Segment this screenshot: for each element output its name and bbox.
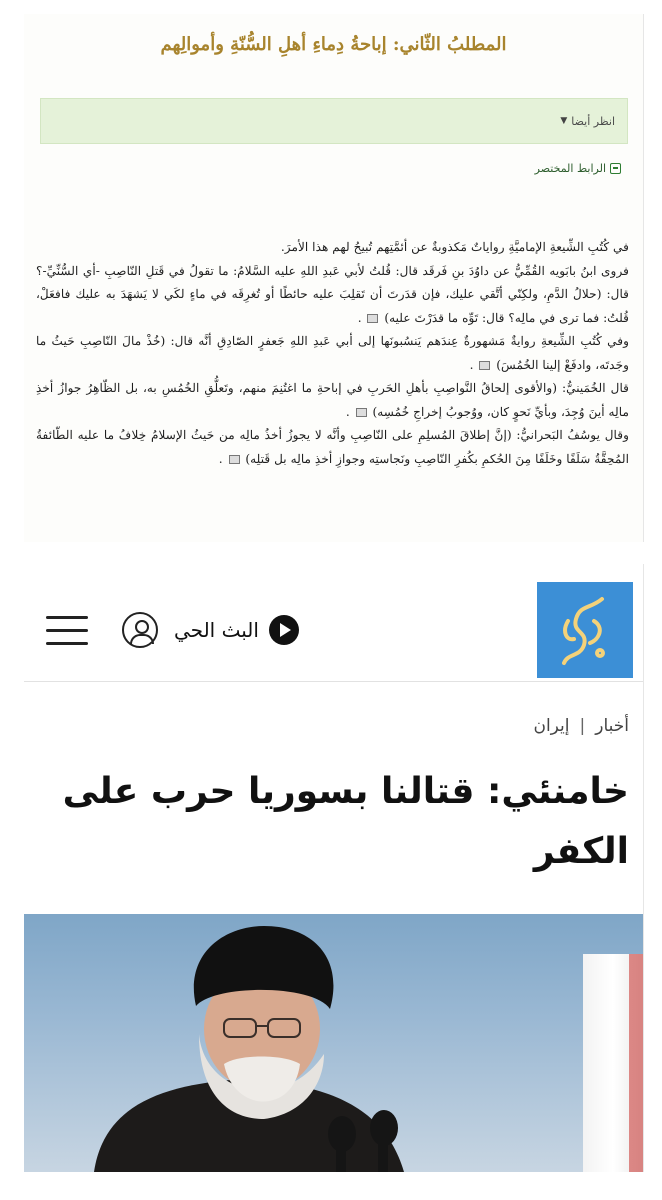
article-photo bbox=[24, 914, 643, 1172]
flag bbox=[583, 954, 643, 1172]
play-icon bbox=[269, 615, 299, 645]
short-link[interactable] bbox=[535, 162, 621, 175]
paragraph: وقال يوسُفُ البَحرانيُّ: (إنَّ إطلاقَ المُسلِمِ على النّاصِبِ وأنَّه لا يجوزُ أخذُ مالِه من حَيثُ الإسلامُ خِلافُ ما عليه الطّائفةُ المُحِقَّةُ سَلَفًا وخَلَفًا مِنَ الحُكمِ بكُفرِ النّاصِبِ ونَجاستِه وجوازِ أخذِ مالِه بل قَتلِه) . bbox=[36, 428, 629, 466]
site-header bbox=[24, 564, 643, 682]
article-heading: المطلبُ الثّاني: إباحةُ دِماءِ أهلِ السُّنّةِ وأموالِهم bbox=[160, 34, 507, 55]
source-icon[interactable] bbox=[356, 408, 367, 417]
breadcrumb-iran[interactable]: إيران bbox=[533, 716, 570, 736]
article-screenshot bbox=[24, 14, 644, 542]
source-icon[interactable] bbox=[367, 314, 378, 323]
hamburger-menu-icon[interactable] bbox=[46, 616, 88, 646]
breadcrumb-news[interactable]: أخبار bbox=[595, 716, 629, 736]
see-also-label: انظر أيضا bbox=[571, 114, 615, 128]
paragraph: قال الخُمَينيُّ: (والأقوى إلحاقُ النَّواصِبِ بأهلِ الحَربِ في إباحةِ ما اغتُنِمَ منهم، وتَعلُّقِ الخُمُسِ به، بل الظّاهِرُ جوازُ أخذِ مالِه أينَ وُجِدَ، وبأيِّ نَحوٍ كان، ووُجوبُ إخراجِ خُمُسِه) . bbox=[36, 381, 629, 419]
live-stream-button[interactable] bbox=[174, 614, 299, 646]
breadcrumb-separator: | bbox=[579, 716, 586, 736]
user-profile-icon[interactable] bbox=[122, 612, 158, 648]
live-label: البث الحي bbox=[174, 618, 259, 642]
see-also-bar[interactable] bbox=[40, 98, 628, 144]
speaker-photo-illustration bbox=[24, 914, 643, 1172]
paragraph: فروى ابنُ بابَويه القُمِّيُّ عن داوُدَ بنِ فَرقَد قال: قُلتُ لأبي عَبدِ اللهِ عليه السَّلامُ: ما تقولُ في قَتلِ النّاصِبِ -أي السُّنِّيِّ-؟ قال: (حلالُ الدَّمِ، ولكِنّي أتَّقي عليك، فإن قدَرتَ أن تَقلِبَ عليه حائطًا أو تُغرِقَه في ماءٍ لكَي لا يَشهَدَ به عليك فافعَلْ، قُلتُ: فما ترى في مالِه؟ قال: تَوِّه ما قدَرْتَ عليه) . bbox=[36, 263, 629, 325]
logo-mark-icon bbox=[550, 591, 620, 669]
source-icon[interactable] bbox=[479, 361, 490, 370]
paragraph: وفي كُتُبِ الشِّيعةِ روايةٌ مَشهورةٌ عِندَهم يَنسُبونَها إلى أبي عَبدِ اللهِ جَعفرٍ الصّادِقِ أنَّه قال: (خُذْ مالَ النّاصِبِ حَيثُ ما وجَدتَه، وادفَعْ إلينا الخُمُسَ) . bbox=[36, 334, 629, 372]
paragraph: في كُتُبِ الشِّيعةِ الإماميَّةِ رواياتٌ مَكذوبةٌ عن أئمَّتِهم تُبيحُ لهم هذا الأمرَ. bbox=[280, 240, 629, 254]
expand-arrow-icon: ▼ bbox=[560, 116, 568, 126]
news-headline: خامنئي: قتالنا بسوريا حرب على الكفر bbox=[62, 771, 629, 872]
link-icon bbox=[610, 163, 621, 174]
aljazeera-logo[interactable] bbox=[537, 582, 633, 678]
source-icon[interactable] bbox=[229, 455, 240, 464]
news-screenshot bbox=[24, 564, 644, 1172]
breadcrumb bbox=[533, 716, 629, 736]
article-body bbox=[36, 236, 629, 471]
short-link-label: الرابط المختصر bbox=[534, 162, 606, 175]
